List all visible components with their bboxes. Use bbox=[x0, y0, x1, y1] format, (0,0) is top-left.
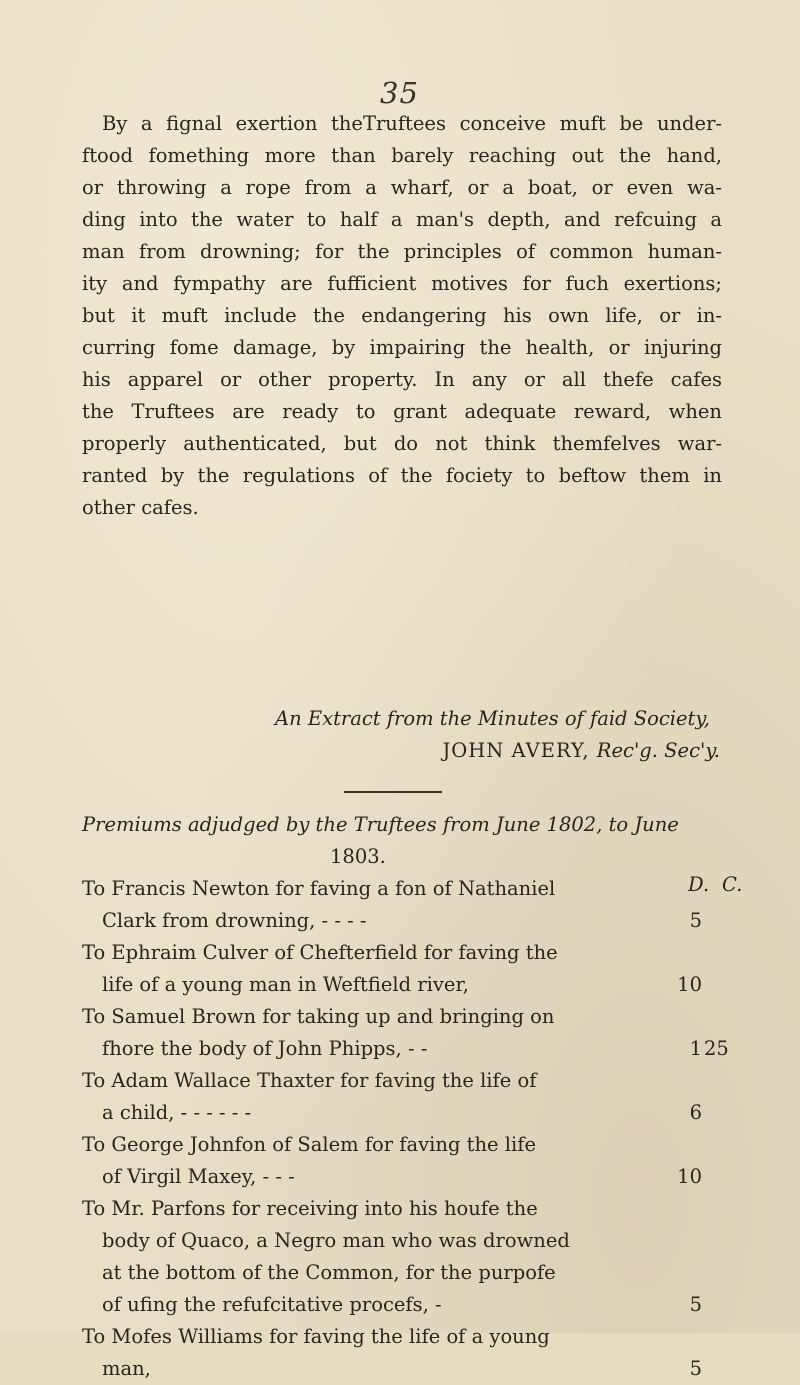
entry-line: body of Quaco, a Negro man who was drowned bbox=[102, 1229, 570, 1252]
entry-line: To Mofes Williams for faving the life of a young bbox=[82, 1325, 550, 1348]
entry-line: To Samuel Brown for taking up and bringing on bbox=[82, 1005, 555, 1028]
premiums-heading-year: 1803. bbox=[330, 845, 386, 868]
signature-title: Rec'g. Sec'y. bbox=[596, 739, 720, 762]
entry-dollars: 5 bbox=[689, 909, 702, 932]
dollars-column-header: D. bbox=[688, 873, 710, 896]
body-line: the Truftees are ready to grant adequate reward, when bbox=[82, 400, 722, 423]
body-line: curring fome damage, by impairing the health, or injuring bbox=[82, 336, 722, 359]
entry-line: To Mr. Parfons for receiving into his houfe the bbox=[82, 1197, 538, 1220]
body-line: other cafes. bbox=[82, 496, 199, 519]
body-line: or throwing a rope from a wharf, or a boat, or even wa- bbox=[82, 176, 722, 199]
entry-line: of Virgil Maxey, - - - bbox=[102, 1165, 295, 1188]
body-line: ding into the water to half a man's depth, and refcuing a bbox=[82, 208, 722, 231]
entry-amount bbox=[672, 1097, 732, 1129]
premium-entry bbox=[82, 1193, 732, 1321]
entry-line: To Adam Wallace Thaxter for faving the life of bbox=[82, 1069, 537, 1092]
premium-entry bbox=[82, 1321, 732, 1385]
body-line: but it muft include the endangering his own life, or in- bbox=[82, 304, 722, 327]
entry-amount bbox=[672, 1161, 732, 1193]
entry-line: Clark from drowning, - - - - bbox=[102, 909, 367, 932]
entry-amount bbox=[672, 1289, 732, 1321]
entry-line: man, bbox=[102, 1357, 151, 1380]
body-line: ranted by the regulations of the fociety to beftow them in bbox=[82, 464, 722, 487]
premiums-heading-line: Premiums adjudged by the Truftees from June 1802, to June bbox=[82, 813, 679, 836]
entry-amount bbox=[672, 905, 732, 937]
premiums-heading bbox=[82, 809, 722, 873]
entry-dollars: 1 bbox=[689, 1037, 702, 1060]
premium-entry bbox=[82, 1065, 732, 1129]
entry-line: life of a young man in Weftfield river, bbox=[102, 973, 469, 996]
premiums-list bbox=[82, 873, 732, 1385]
entry-line: To Ephraim Culver of Chefterfield for faving the bbox=[82, 941, 558, 964]
entry-line: of ufing the refufcitative procefs, - bbox=[102, 1293, 442, 1316]
premium-entry bbox=[82, 937, 732, 1001]
cents-column-header: C. bbox=[722, 873, 743, 896]
body-line: By a fignal exertion theTruftees conceive muft be under- bbox=[102, 112, 722, 135]
entry-cents: 25 bbox=[704, 1037, 729, 1060]
signature-name: JOHN AVERY, bbox=[442, 739, 590, 762]
extract-title: An Extract from the Minutes of faid Society, bbox=[275, 707, 710, 730]
body-line: his apparel or other property. In any or all thefe cafes bbox=[82, 368, 722, 391]
entry-line: fhore the body of John Phipps, - - bbox=[102, 1037, 428, 1060]
body-line: man from drowning; for the principles of common human- bbox=[82, 240, 722, 263]
entry-dollars: 10 bbox=[677, 1165, 702, 1188]
body-line: properly authenticated, but do not think themfelves war- bbox=[82, 432, 722, 455]
page-number: 35 bbox=[380, 76, 419, 110]
entry-line: To George Johnfon of Salem for faving the life bbox=[82, 1133, 537, 1156]
entry-amount bbox=[672, 969, 732, 1001]
entry-amount bbox=[672, 1353, 732, 1385]
body-line: ity and fympathy are fufficient motives for fuch exertions; bbox=[82, 272, 722, 295]
entry-amount bbox=[672, 1033, 732, 1065]
entry-dollars: 5 bbox=[689, 1293, 702, 1316]
entry-line: a child, - - - - - - bbox=[102, 1101, 252, 1124]
signature bbox=[110, 739, 720, 762]
premium-entry bbox=[82, 1129, 732, 1193]
entry-line: To Francis Newton for faving a fon of Nathaniel bbox=[82, 877, 556, 900]
entry-dollars: 5 bbox=[689, 1357, 702, 1380]
section-divider bbox=[344, 791, 442, 793]
entry-line: at the bottom of the Common, for the purpofe bbox=[102, 1261, 556, 1284]
body-paragraph bbox=[82, 108, 722, 524]
body-line: ftood fomething more than barely reaching out the hand, bbox=[82, 144, 722, 167]
premium-entry bbox=[82, 873, 732, 937]
entry-dollars: 10 bbox=[677, 973, 702, 996]
entry-dollars: 6 bbox=[689, 1101, 702, 1124]
premium-entry bbox=[82, 1001, 732, 1065]
